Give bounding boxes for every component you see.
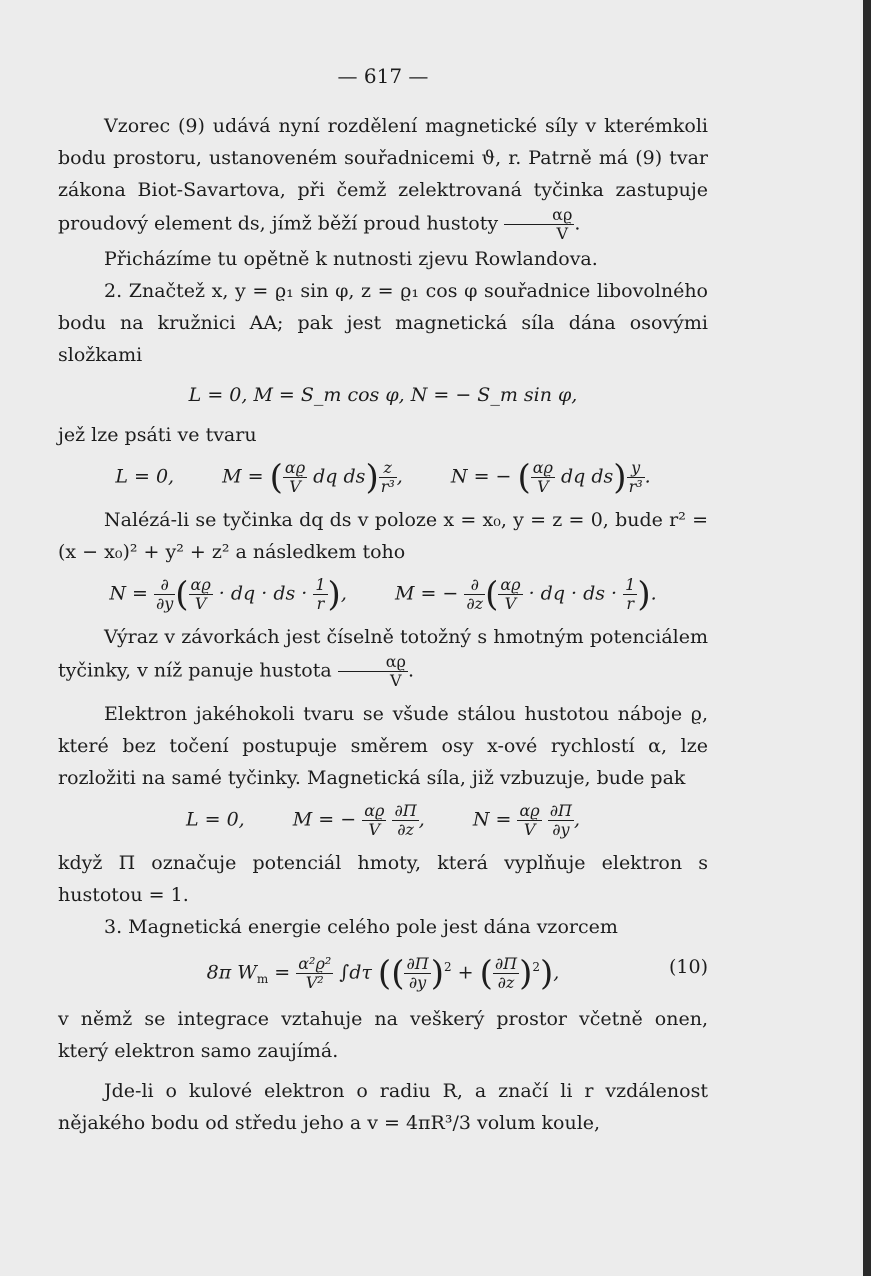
- paragraph-9: 3. Magnetická energie celého pole jest dána vzorcem: [104, 916, 618, 938]
- equation-components: L = 0, M = S_m cos φ, N = − S_m sin φ,: [188, 384, 578, 406]
- document-page: [58, 60, 708, 1139]
- fraction-denominator: V: [556, 224, 569, 243]
- paragraph-2: Přicházíme tu opětně k nutnosti zjevu Rowlandova.: [104, 248, 598, 270]
- equation-number: (10): [668, 956, 708, 978]
- paragraph-3: 2. Značtež x, y = ϱ₁ sin φ, z = ϱ₁ cos φ souřadnice libovolného bodu na kružnici AA; pak jest magnetická síla dána osovými složkami: [58, 280, 708, 366]
- fraction-density: [504, 206, 574, 243]
- equation-components-expanded: L = 0, M = ( $\frac{\alpha ϱ}{V}$ dq ds) $\frac{z}{\text{r³}}$ , N = − ( $\frac{\alpha ϱ}{V}$ dq ds) $\frac{y}{\text{r³}}$ .: [115, 457, 651, 498]
- paragraph-11: Jde-li o kulové elektron o radiu R, a značí li r vzdálenost nějakého bodu od středu jeho a v = 4πR³/3 volum koule,: [58, 1080, 708, 1135]
- paragraph-5: Nalézá-li se tyčinka dq ds v poloze x = x₀, y = z = 0, bude r² = (x − x₀)² + y² + z² a následkem toho: [58, 509, 708, 563]
- page-number: — 617 —: [337, 64, 429, 88]
- paragraph-1-text: Vzorec (9) udává nyní rozdělení magnetické síly v kterémkoli bodu prostoru, ustanoveném souřadnicemi ϑ, r. Patrně má (9) tvar zákona Biot-Savartova, při čemž zelektrovaná tyčinka zastupuje proudový element ds, jímž běží proud hustoty: [58, 115, 708, 235]
- paragraph-7: Elektron jakéhokoli tvaru se všude stálou hustotou náboje ϱ, které bez točení postupuje směrem osy x-ové rychlostí α, lze rozložiti na samé tyčinky. Magnetická síla, již vzbuzuje, bude pak: [58, 703, 708, 789]
- paragraph-6-text: Výraz v závorkách jest číselně totožný s hmotným potenciálem tyčinky, v níž panuje hustota: [58, 626, 708, 682]
- page-edge-shadow: [863, 0, 871, 1276]
- fraction-numerator: αϱ: [504, 206, 574, 225]
- equation-potential-derivatives: N = $\frac{\partial}{\partial y}$ ( $\frac{\alpha ϱ}{V}$ · dq · ds · $\frac{1}{r}$ ), M = − $\frac{\partial}{\partial z}$ ( $\frac{\alpha ϱ}{V}$ · dq · ds · $\frac{1}{r}$ ).: [109, 574, 657, 615]
- paragraph-4: jež lze psáti ve tvaru: [58, 424, 257, 446]
- paragraph-6: Výraz v závorkách jest číselně totožný s hmotným potenciálem tyčinky, v níž panuje hustota $\frac{\alpha ϱ}{V}$ .: [58, 626, 708, 690]
- paragraph-8: když Π označuje potenciál hmoty, která vyplňuje elektron s hustotou = 1.: [58, 852, 708, 906]
- paragraph-10: v němž se integrace vztahuje na veškerý prostor včetně onen, který elektron samo zaujímá.: [58, 1008, 708, 1063]
- equation-electron-force: L = 0, M = − $\frac{\alpha ϱ}{V}$ $\frac{\partial\Pi}{\partial z}$ , N = $\frac{\alpha ϱ}{V}$ $\frac{\partial\Pi}{\partial y}$ ,: [185, 801, 581, 839]
- paragraph-1: Vzorec (9) udává nyní rozdělení magnetické síly v kterémkoli bodu prostoru, ustanoveném souřadnicemi ϑ, r. Patrně má (9) tvar zákona Biot-Savartova, při čemž zelektrovaná tyčinka zastupuje proudový element ds, jímž běží proud hustoty $\frac{\alpha ϱ}{V}$ .: [58, 115, 708, 243]
- equation-10: 8π $W_m$ = $\frac{\text{α²ϱ²}}{\text{V²}}$ ∫dτ (( $\frac{\partial\Pi}{\partial y}$ )$^2$ + ( $\frac{\partial\Pi}{\partial z}$ )$^2$), (10): [58, 951, 708, 995]
